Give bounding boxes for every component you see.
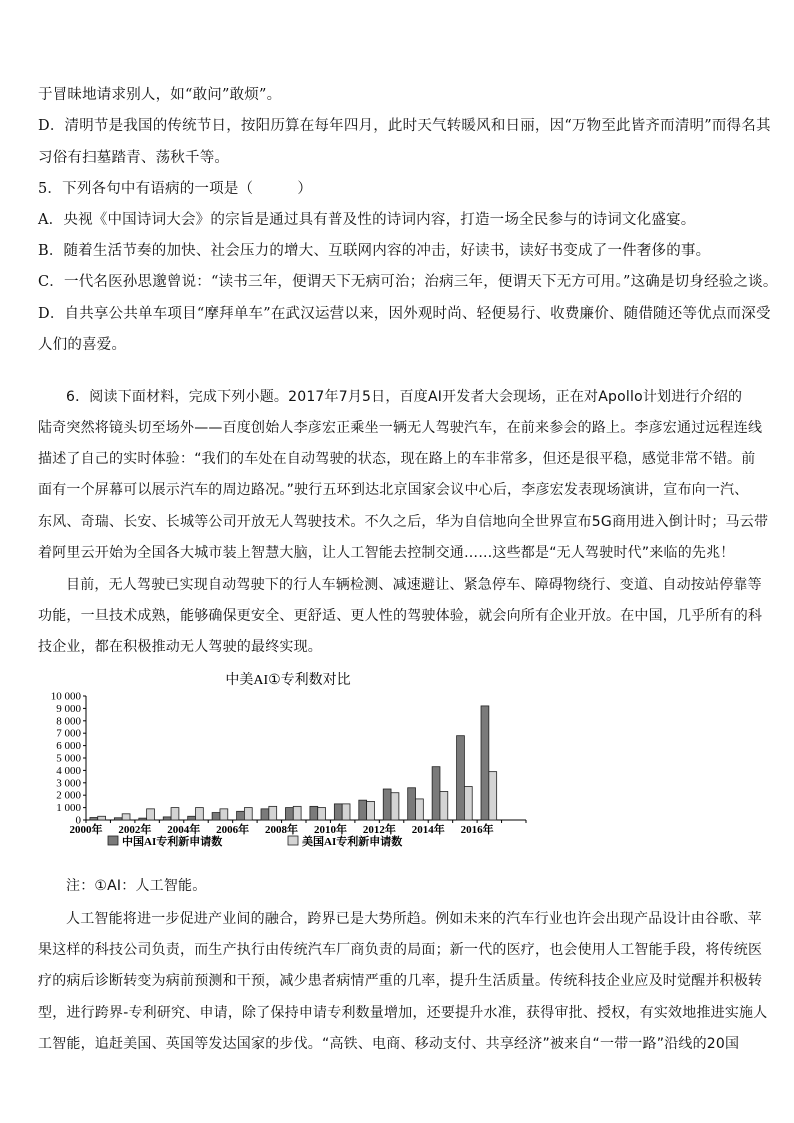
bar-china xyxy=(237,811,245,820)
bar-china xyxy=(334,804,342,820)
y-tick-label: 3 000 xyxy=(56,777,81,790)
bar-usa xyxy=(318,808,326,820)
chart-legend xyxy=(108,834,402,848)
x-tick-label: 2012年 xyxy=(362,824,396,836)
bar-usa xyxy=(416,799,424,820)
q4-option-d-cont: 习俗有扫墓踏青、荡秋千等。 xyxy=(38,150,230,166)
q6-para1-line: 面有一个屏幕可以展示汽车的周边路况。”驶行五环到达北京国家会议中心后，李彦宏发表现场演讲，宣布向一汽、 xyxy=(38,482,749,498)
q6-para1-line: 描述了自己的实时体验：“我们的车处在自动驾驶的状态，现在路上的车非常多，但还是很平稳，感觉非常不错。前 xyxy=(38,451,756,467)
y-tick-label: 5 000 xyxy=(56,752,81,765)
y-tick-label: 2 000 xyxy=(56,789,81,802)
bar-usa xyxy=(367,801,375,820)
q6-para3-line: 工智能，追赶美国、英国等发达国家的步伐。“高铁、电商、移动支付、共享经济”被来自“一带一路”沿线的20国 xyxy=(38,1036,740,1052)
bar-usa xyxy=(98,816,106,820)
x-tick-label: 2006年 xyxy=(216,824,250,836)
bar-china xyxy=(139,818,147,820)
bar-usa xyxy=(196,808,204,820)
y-tick-label: 0 xyxy=(75,814,81,827)
bar-usa xyxy=(464,787,472,820)
q6-para2-line: 技企业，都在积极推动无人驾驶的最终实现。 xyxy=(38,639,322,655)
q5-option-d: D．自共享公共单车项目“摩拜单车”在武汉运营以来，因外观时尚、轻便易行、收费廉价、随借随还等优点而深受 xyxy=(38,306,771,322)
y-tick-label: 1 000 xyxy=(56,802,81,815)
chart-title: 中美AI①专利数对比 xyxy=(225,673,351,688)
bar-china xyxy=(163,817,171,820)
x-tick-label: 2004年 xyxy=(167,824,201,836)
bar-china xyxy=(90,818,98,820)
q6-para1-line: 东风、奇瑞、长安、长城等公司开放无人驾驶技术。不久之后，华为自信地向全世界宣布5G商用进入倒计时；马云带 xyxy=(38,514,769,530)
bar-china xyxy=(481,706,489,820)
y-tick-label: 7 000 xyxy=(56,727,81,740)
bar-usa xyxy=(391,793,399,820)
q6-para3-line: 疗的病后诊断转变为病前预测和干预，减少患者病情严重的几率，提升生活质量。传统科技企业应及时觉醒并积极转 xyxy=(38,973,763,989)
x-tick-label: 2000年 xyxy=(69,824,103,836)
bar-china xyxy=(432,767,440,820)
bar-usa xyxy=(489,772,497,820)
bar-china xyxy=(114,818,122,820)
y-tick-label: 9 000 xyxy=(56,702,81,715)
q6-para2-line: 目前，无人驾驶已实现自动驾驶下的行人车辆检测、减速避让、紧急停车、障碍物绕行、变道、自动按站停靠等 xyxy=(66,577,762,593)
q6-para3-line: 人工智能将进一步促进产业间的融合，跨界已是大势所趋。例如未来的汽车行业也许会出现产品设计由谷歌、苹 xyxy=(66,911,762,927)
bar-usa xyxy=(269,806,277,820)
bar-china xyxy=(212,813,220,820)
y-tick-label: 8 000 xyxy=(56,715,81,728)
bar-usa xyxy=(171,808,179,820)
bar-usa xyxy=(342,804,350,820)
q6-para1-line: 陆奇突然将镜头切至场外——百度创始人李彦宏正乘坐一辆无人驾驶汽车，在前来参会的路上。李彦宏通过远程连线 xyxy=(38,420,763,436)
q6-para2-line: 功能，一旦技术成熟，能够确保更安全、更舒适、更人性的驾驶体验，就会向所有企业开放。在中国，几乎所有的科 xyxy=(38,608,763,624)
q5-option-a: A．央视《中国诗词大会》的宗旨是通过具有普及性的诗词内容，打造一场全民参与的诗词文化盛宴。 xyxy=(38,212,696,228)
q6-para3-line: 型，进行跨界-专利研究、申请，除了保持申请专利数量增加，还要提升水准，获得审批、授权，有实效地推进实施人 xyxy=(38,1005,768,1021)
bar-china xyxy=(188,816,196,820)
bar-china xyxy=(285,808,293,820)
bar-usa xyxy=(220,809,228,820)
q6-para3-line: 果这样的科技公司负责，而生产执行由传统汽车厂商负责的局面；新一代的医疗，也会使用人工智能手段，将传统医 xyxy=(38,942,763,958)
bar-china xyxy=(383,789,391,820)
q6-para1-line: 着阿里云开始为全国各大城市装上智慧大脑，让人工智能去控制交通……这些都是“无人驾驶时代”来临的先兆！ xyxy=(38,545,735,561)
legend-label: 中国AI专利新申请数 xyxy=(122,836,223,848)
y-tick-label: 10 000 xyxy=(50,690,81,703)
x-tick-label: 2014年 xyxy=(411,824,445,836)
x-tick-label: 2002年 xyxy=(118,824,152,836)
y-tick-label: 6 000 xyxy=(56,740,81,753)
x-tick-label: 2016年 xyxy=(460,824,494,836)
bar-group xyxy=(90,706,497,820)
chart-note: 注：①AI：人工智能。 xyxy=(66,878,207,894)
q6-para1-line: 6．阅读下面材料，完成下列小题。2017年7月5日，百度AI开发者大会现场，正在对Apollo计划进行介绍的 xyxy=(66,389,743,405)
bar-china xyxy=(261,809,269,820)
y-tick-label: 4 000 xyxy=(56,764,81,777)
bar-usa xyxy=(147,809,155,820)
q4-option-c-tail: 于冒昧地请求别人，如“敢问”敢烦”。 xyxy=(38,87,282,103)
bar-china xyxy=(457,736,465,820)
y-axis xyxy=(51,691,86,827)
patent-chart-svg xyxy=(38,668,538,858)
bar-usa xyxy=(293,806,301,820)
bar-usa xyxy=(122,814,130,820)
x-tick-label: 2008年 xyxy=(265,824,299,836)
legend-swatch xyxy=(108,836,118,845)
bar-usa xyxy=(440,791,448,820)
bar-china xyxy=(359,800,367,820)
q5-option-d-cont: 人们的喜爱。 xyxy=(38,337,127,353)
x-axis xyxy=(70,820,527,836)
bar-usa xyxy=(244,808,252,820)
x-tick-label: 2010年 xyxy=(313,824,347,836)
q4-option-d: D．清明节是我国的传统节日，按阳历算在每年四月，此时天气转暖风和日丽，因“万物至此皆齐而清明”而得名其 xyxy=(38,118,771,134)
legend-swatch xyxy=(288,836,298,845)
bar-china xyxy=(310,806,318,820)
q5-option-b: B．随着生活节奏的加快、社会压力的增大、互联网内容的冲击，好读书，读好书变成了一件奢侈的事。 xyxy=(38,243,711,259)
q5-stem: 5．下列各句中有语病的一项是（ ） xyxy=(38,181,313,197)
bar-china xyxy=(408,788,416,820)
legend-label: 美国AI专利新申请数 xyxy=(302,836,403,848)
patent-chart xyxy=(38,668,538,858)
q5-option-c: C．一代名医孙思邈曾说：“读书三年，便谓天下无病可治；治病三年，便谓天下无方可用。”这确是切身经验之谈。 xyxy=(38,274,778,290)
